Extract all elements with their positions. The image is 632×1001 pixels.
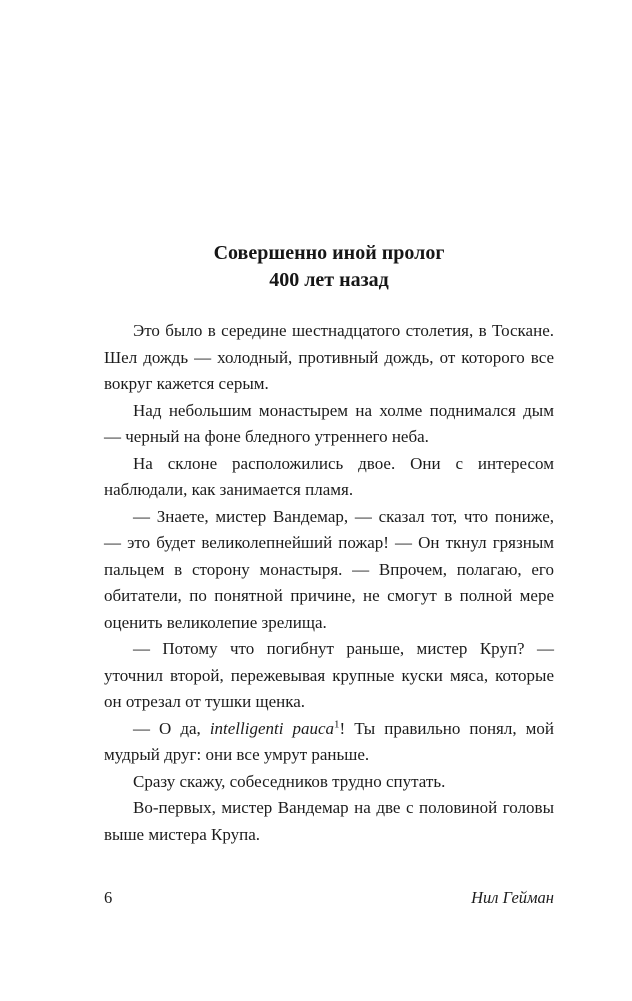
chapter-title <box>104 240 554 294</box>
paragraph: — Потому что погибнут раньше, мистер Круп? — уточнил второй, пережевывая крупные куски мяса, которые он отрезал от тушки щенка. <box>104 639 554 711</box>
page-footer <box>104 888 554 908</box>
chapter-title-line1: Совершенно иной пролог <box>213 242 445 264</box>
paragraph: — Знаете, мистер Вандемар, — сказал тот, что пониже, — это будет великолепнейший пожар! — Он ткнул грязным пальцем в сторону монастыря. — Впрочем, полагаю, его обитатели, по понятной причине, не смогут в полной мере оценить великолепие зрелища. <box>104 506 554 632</box>
running-head-author: Нил Гейман <box>471 888 554 907</box>
paragraph: Сразу скажу, собеседников трудно спутать. <box>133 771 446 791</box>
paragraph-with-footnote <box>104 716 554 769</box>
paragraph-text: ! Ты правильно понял, мой мудрый друг: они все умрут раньше. <box>104 718 554 764</box>
paragraph: На склоне расположились двое. Они с интересом наблюдали, как занимается пламя. <box>104 453 554 499</box>
paragraph: Это было в середине шестнадцатого столетия, в Тоскане. Шел дождь — холодный, противный дождь, от которого все вокруг кажется серым. <box>104 321 554 393</box>
footnote-marker: 1 <box>334 717 340 730</box>
chapter-title-line2: 400 лет назад <box>269 269 389 291</box>
text-column <box>104 0 554 848</box>
paragraph-text: — О да, <box>133 718 210 738</box>
paragraph: Во-первых, мистер Вандемар на две с половиной головы выше мистера Крупа. <box>104 798 554 844</box>
latin-phrase: intelligenti pauca <box>209 718 335 738</box>
body-text <box>104 318 554 848</box>
paragraph: Над небольшим монастырем на холме поднимался дым — черный на фоне бледного утреннего неба. <box>104 400 554 446</box>
page-number: 6 <box>104 888 113 907</box>
